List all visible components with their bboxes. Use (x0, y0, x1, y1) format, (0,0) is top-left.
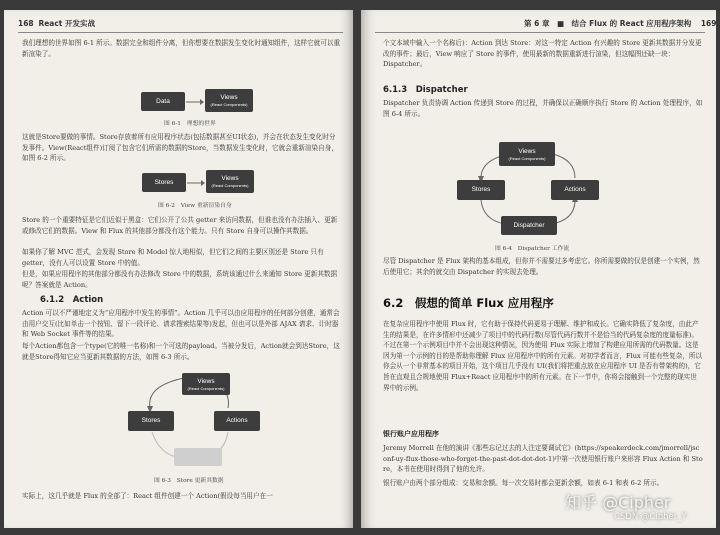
left-para-1: 我们理想的世界如图 6-1 所示。数据完全和组件分离，但你想要在数据发生变化时通知组件，这样它就可以重新渲染了。 (22, 39, 341, 58)
fig3-actions-box: Actions (214, 411, 260, 431)
left-page-number: 168 (18, 19, 34, 28)
left-para-8: 实际上，这几乎就是 Flux 的全部了：React 组件创建一个 Action(假设每当用户在一 (22, 492, 273, 500)
fig4-views-box: Views (React Components) (499, 142, 555, 166)
right-page (361, 10, 716, 528)
header-rule (18, 32, 343, 33)
right-para-3: 尽管 Dispatcher 是 Flux 架构的基本组成，但你并不需要过多考虑它。你所需要做的仅是创建一个实例，然后使用它；其余的就交由 Dispatcher 的实现去处理。 (383, 257, 700, 276)
header-rule-right (375, 32, 705, 33)
left-para-7: 每个Action都包含一个type(它的唯一名称)和一个可选的payload。当被分发后，Action就会到达Store，这就是Store得知它应当更新其数据的方法，如图 6-3 所示。 (22, 342, 340, 361)
fig4-dispatcher-box: Dispatcher (501, 216, 557, 235)
fig4-stores-box: Stores (457, 180, 505, 200)
fig3-views-box: Views (React Components) (182, 373, 230, 395)
right-para-5: Jeremy Morrell 在他的演讲《那些忘记过去的人注定要调试它》(https://speakerdeck.com/jmorrell/jsconf-uy-flux-those-who-forget-the-past-dot-dot-dot-1)中第一次使用银行账户来形容 Flux Action 和 Store，本书在使用时得到了他的允许。 (383, 444, 703, 474)
left-para-6: Action 可以不严谨地定义为“应用程序中发生的事情”。Action 几乎可以由应用程序的任何部分创建，通常会由用户交互(比如单击一个按钮、留下一段评论、请求搜索结果等)发起，但也可以是外部 AJAX 请求、计时器和 Web Socket 事件等的结果。 (22, 309, 340, 339)
left-para-3: Store 的一个重要特征是它们近似于黑盒：它们公开了公共 getter 来访问数据，但谁也没有办法插入、更新或修改它们的数据。View 和 Flux 的其他部分都没有这个能力。只有 Store 自身可以操作其数据。 (22, 216, 338, 235)
fig4-caption: 图 6-4 Dispatcher 工作流 (495, 246, 570, 252)
chapter-title: 第 6 章 ■ 结合 Flux 的 React 应用程序架构 (524, 19, 692, 28)
fig1-data-box: Data (141, 92, 185, 111)
fig2-caption: 图 6-2 View 重新渲染自身 (158, 203, 232, 209)
section-6-1-2-heading: 6.1.2 Action (40, 295, 104, 305)
fig3-stores-box: Stores (128, 411, 174, 431)
left-running-title: React 开发实战 (38, 19, 96, 28)
fig1-arrow (185, 98, 205, 106)
fig1-views-box: Views (React Components) (205, 89, 253, 112)
right-page-number: 169 (700, 19, 716, 28)
fig2-views-box: Views (React Components) (206, 170, 254, 193)
section-6-1-3-heading: 6.1.3 Dispatcher (383, 85, 468, 95)
left-para-2: 这就是Store要做的事情。Store存放着所有应用程序状态(包括数据甚至UI状态)，并会在状态发生变化时分发事件。View(React组件)订阅了包含它们所需的数据的Store，当数据发生变化时，它就会重新渲染自身，如图 6-2 所示。 (22, 133, 338, 163)
right-para-4: 在复杂应用程序中使用 Flux 时，它有助于保持代码更易于理解、维护和成长。它确实降低了复杂度，由此产生的结果是，在许多情形中还减少了项目中的代码行数(尽管代码行数并不是恰当的代码复杂度的度量标准)。不过在第一个示例项目中并不会出现这种情况，因为使用 Flux 实际上增加了构建应用所需的代码数量。这是因为第一个示例的目的是帮助你理解 Flux 应用程序中的所有元素。对初学者而言，Flux 可能有些复杂，所以你会从一个非常基本的项目开始，这个项目几乎没有 UI(我们将把重点放在应用程序 UI 是否有带架构的)，它旨在直观且合规地使用 Flux+React 应用程序中的所有元素。在下一节中，你将会接触到一个完整的现实世界中的示例。 (383, 320, 703, 392)
right-page-header (524, 18, 716, 29)
bank-account-subheading: 银行账户应用程序 (383, 430, 439, 438)
fig2-stores-box: Stores (142, 173, 186, 192)
fig1-caption: 图 6-1 理想的世界 (164, 121, 216, 127)
right-para-6: 银行账户由两个部分组成：交易和余额。每一次交易时都会更新余额，如表 6-1 和表 6-2 所示。 (383, 479, 664, 487)
fig3-faded-dispatcher-box (174, 448, 222, 466)
section-6-2-heading: 6.2 假想的简单 Flux 应用程序 (383, 296, 554, 310)
left-page-header (18, 18, 95, 29)
right-para-2: Dispatcher 负责协调 Action 传递到 Store 的过程，并确保以正确顺序执行 Store 的 Action 处理程序，如图 6-4 所示。 (383, 99, 703, 118)
left-para-5: 但是，如果应用程序的其他部分都没有办法修改 Store 中的数据，系统该通过什么来通知 Store 更新其数据呢？答案就是 Action。 (22, 270, 338, 289)
left-para-4: 如果你了解 MVC 范式，会发现 Store 和 Model 惊人地相似，但它们之间的主要区别还是 Store 只有 getter，没有人可以设置 Store 中的值。 (22, 248, 324, 267)
left-page (4, 10, 353, 528)
fig3-caption: 图 6-3 Store 更新其数据 (154, 478, 224, 484)
fig2-arrow (186, 179, 206, 187)
zhihu-watermark: 知乎 @Cipher (565, 493, 671, 512)
right-para-1: 个文本域中输入一个名称后)：Action 到达 Store：对这一特定 Action 有兴趣的 Store 更新其数据并分发更改的事件；最后，View 响应了 Store 的事件，使用最新的数据重新进行渲染，但这幅图还缺一块：Dispatcher。 (383, 39, 702, 69)
fig4-actions-box: Actions (551, 180, 599, 200)
csdn-watermark: CSDN @Cipher_Y (614, 512, 687, 522)
